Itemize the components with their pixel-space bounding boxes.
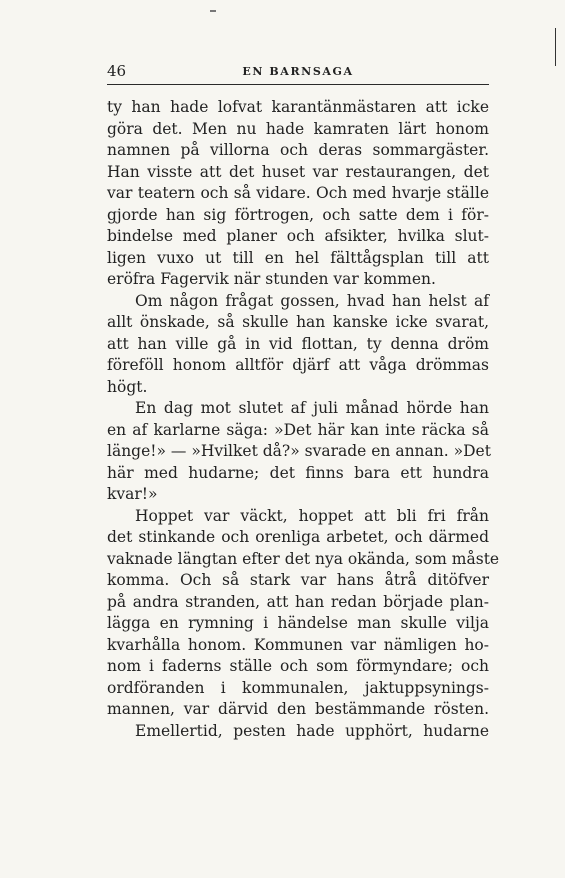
text-line: lägga en rymning i händelse man skulle vilja [107, 614, 489, 632]
text-line: vaknade längtan efter det nya okända, som måste [107, 549, 500, 568]
text-line: nom i faderns ställe och som förmyndare; och [107, 657, 489, 675]
scan-mark [210, 10, 216, 12]
text-line: namnen på villorna och deras sommargäster. [107, 141, 489, 159]
text-line: var teatern och så vidare. Och med hvarje ställe [107, 184, 489, 202]
text-line: Han visste att det huset var restaurangen, det [107, 162, 489, 181]
page-header [107, 60, 489, 85]
text-line: En dag mot slutet af juli månad hörde han [135, 399, 489, 417]
text-line: länge!» — »Hvilket då?» svarade en annan. »Det [107, 442, 491, 460]
text-line: eröfra Fagervik när stunden var kommen. [107, 270, 436, 288]
text-line: högt. [107, 377, 148, 396]
text-line: ordföranden i kommunalen, jaktuppsynings- [107, 678, 489, 697]
text-line: Om någon frågat gossen, hvad han helst af [135, 291, 489, 310]
text-line: kvarhålla honom. Kommunen var nämligen ho- [107, 635, 489, 654]
text-line: Emellertid, pesten hade upphört, hudarne [135, 721, 489, 740]
text-line: här med hudarne; det finns bara ett hundra [107, 463, 489, 482]
body-text [107, 97, 500, 742]
text-line: det stinkande och orenliga arbetet, och därmed [107, 528, 489, 546]
text-line: göra det. Men nu hade kamraten lärt honom [107, 119, 489, 138]
text-line: kvar!» [107, 485, 158, 503]
text-line: ty han hade lofvat karantänmästaren att icke [107, 98, 489, 116]
text-line: bindelse med planer och afsikter, hvilka slut- [107, 227, 489, 245]
text-line: ligen vuxo ut till en hel fälttågsplan till att [107, 248, 489, 267]
text-line: Hoppet var väckt, hoppet att bli fri från [135, 506, 489, 525]
running-title: EN BARNSAGA [242, 65, 354, 78]
text-line: att han ville gå in vid flottan, ty denna dröm [107, 334, 489, 353]
text-line: mannen, var därvid den bestämmande rösten. [107, 700, 489, 718]
text-line: komma. Och så stark var hans åtrå ditöfver [107, 571, 489, 589]
text-line: föreföll honom alltför djärf att våga drömmas [107, 356, 489, 374]
text-line: på andra stranden, att han redan började plan- [107, 592, 489, 611]
text-line: allt önskade, så skulle han kanske icke svarat, [107, 313, 489, 331]
text-line: en af karlarne säga: »Det här kan inte räcka så [107, 420, 489, 439]
page-number: 46 [107, 62, 127, 80]
page-edge-mark [555, 28, 556, 66]
text-line: gjorde han sig förtrogen, och satte dem i för- [107, 205, 489, 224]
